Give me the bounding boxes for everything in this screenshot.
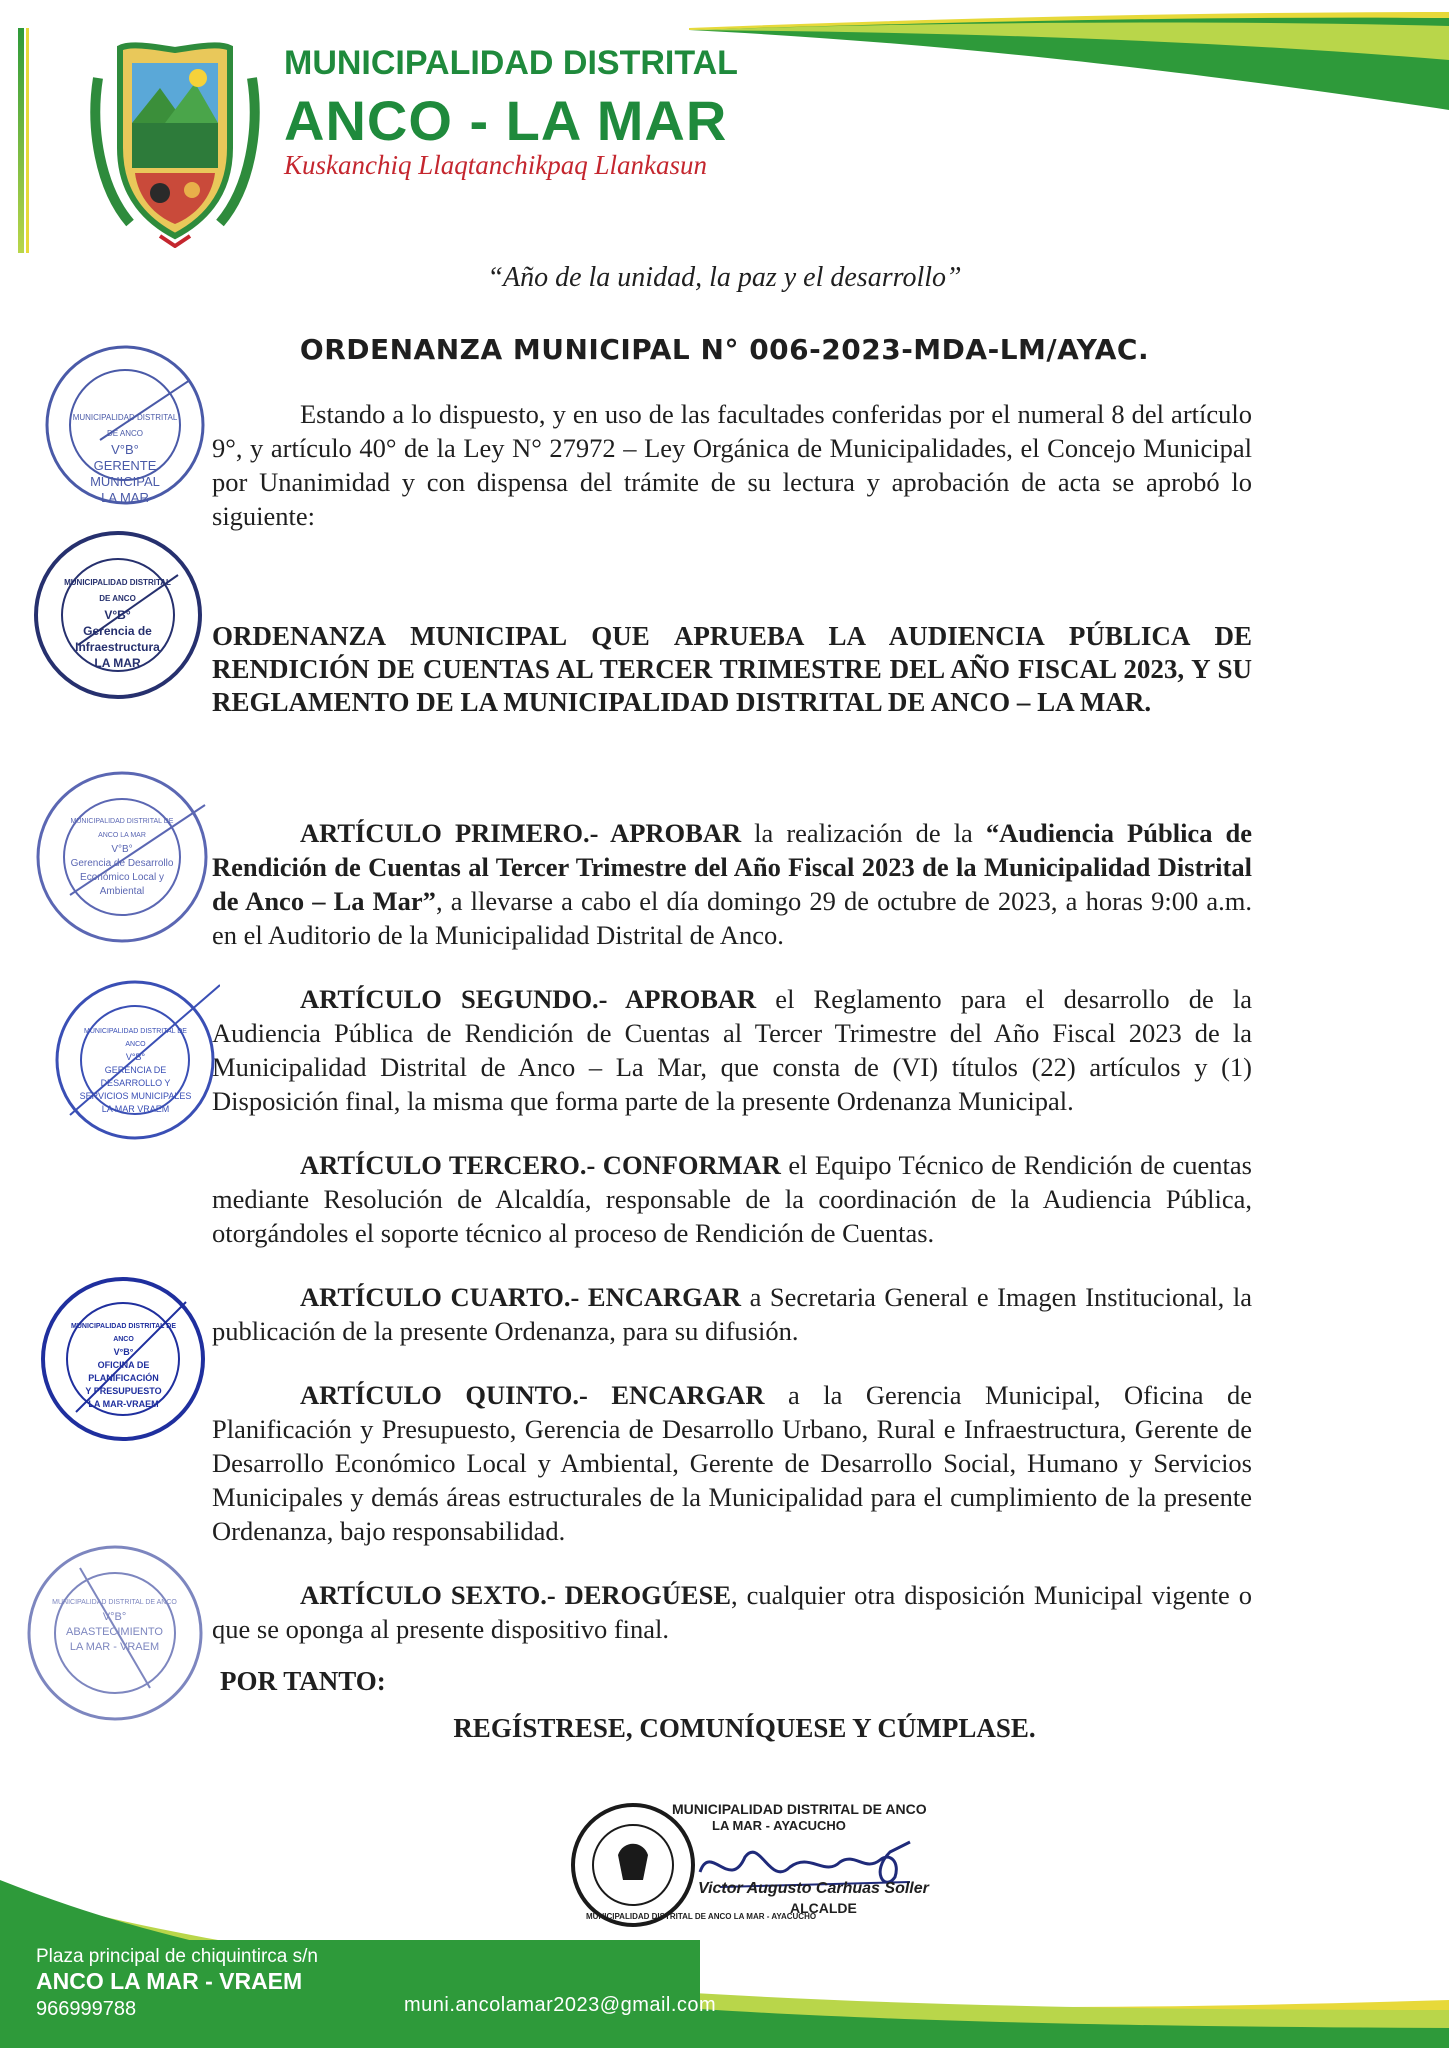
- stamp-3-top: MUNICIPALIDAD DISTRITAL DE ANCO LA MAR: [70, 818, 174, 839]
- article-1-text-b: , a llevarse a cabo el día domingo 29 de octubre de 2023, a horas 9:00 a.m. en el Auditorio de la Municipalidad Distrital de Anco.: [212, 886, 1252, 950]
- stamp-5-mid3: Y PRESUPUESTO: [85, 1386, 162, 1396]
- brand-tagline: Kuskanchiq Llaqtanchikpaq Llankasun: [284, 150, 707, 180]
- stamp-2-vobo: V°B°: [104, 608, 131, 622]
- article-1-label: ARTÍCULO PRIMERO.- APROBAR: [300, 818, 742, 848]
- stamp-6-text: [52, 1595, 177, 1655]
- mayor-seal-text: MUNICIPALIDAD DISTRITAL DE ANCO LA MAR - AYACUCHO: [586, 1912, 817, 1921]
- stamp-3-mid2: Gerencia de Desarrollo: [70, 858, 174, 869]
- article-6-text: , cualquier otra disposición Municipal vigente o que se oponga al presente dispositivo final.: [212, 1580, 1252, 1644]
- article-2-text: el Reglamento para el desarrollo de la Audiencia Pública de Rendición de Cuentas al Tercer Trimestre del Año Fiscal 2023 de la Municipalidad Distrital de Anco – La Mar, que consta de (VI) títulos (22) artículos y (1) Disposición final, la misma que forma parte de la presente Ordenanza Municipal.: [212, 984, 1252, 1116]
- document-title: ORDENANZA MUNICIPAL N° 006-2023-MDA-LM/AYAC.: [299, 333, 1150, 366]
- article-2-label: ARTÍCULO SEGUNDO.- APROBAR: [300, 984, 757, 1014]
- article-4-text: a Secretaria General e Imagen Institucional, la publicación de la presente Ordenanza, para su difusión.: [212, 1282, 1252, 1346]
- article-1-text-a: la realización de la: [741, 818, 986, 848]
- stamp-6-bottom: LA MAR - VRAEM: [69, 1641, 160, 1653]
- article-2: [212, 982, 1252, 1118]
- article-6: [212, 1578, 1252, 1646]
- signature-location: LA MAR - AYACUCHO: [712, 1818, 846, 1833]
- footer-place: ANCO LA MAR - VRAEM: [36, 1968, 303, 1994]
- article-3: [212, 1148, 1252, 1250]
- stamp-4-bottom: LA MAR VRAEM: [101, 1104, 170, 1114]
- mayor-seal: [568, 1800, 698, 1930]
- signature-name: Victor Augusto Carhuas Soller: [698, 1880, 929, 1897]
- stamp-3-text: [62, 815, 182, 899]
- intro-paragraph: Estando a lo dispuesto, y en uso de las facultades conferidas por el numeral 8 del artículo 9°, y artículo 40° de la Ley N° 27972 – Ley Orgánica de Municipalidades, el Concejo Municipal por Unanimidad y con dispensa del trámite de su lectura y aprobación de acta se aprobó lo siguiente:: [212, 399, 1252, 531]
- stamp-4-top: MUNICIPALIDAD DISTRITAL DE ANCO: [84, 1028, 187, 1048]
- stamp-5-text: [66, 1320, 181, 1411]
- stamp-2-top: MUNICIPALIDAD DISTRITAL DE ANCO: [64, 578, 171, 603]
- stamp-2-bottom: LA MAR: [94, 656, 141, 670]
- article-4: [212, 1280, 1252, 1348]
- stamp-4-text: [78, 1025, 193, 1116]
- footer-address: Plaza principal de chiquintirca s/n: [36, 1946, 318, 1967]
- stamp-2-text: [60, 575, 175, 671]
- stamp-2-mid3: Infraestructura: [75, 640, 160, 654]
- closing-formula: REGÍSTRESE, COMUNÍQUESE Y CÚMPLASE.: [453, 1713, 1036, 1743]
- article-1-bold: “Audiencia Pública de Rendición de Cuentas al Tercer Trimestre del Año Fiscal 2023 de la Municipalidad Distrital de Anco – La Mar”: [212, 818, 1253, 916]
- municipal-crest-logo: [90, 38, 260, 248]
- stamp-5-vobo: V°B°: [113, 1347, 134, 1357]
- brand-line2: ANCO - LA MAR: [284, 89, 728, 152]
- stamp-1-mid2: GERENTE: [93, 458, 157, 473]
- year-motto: “Año de la unidad, la paz y el desarrollo”: [487, 262, 962, 293]
- article-5-text: a la Gerencia Municipal, Oficina de Planificación y Presupuesto, Gerencia de Desarrollo Urbano, Rural e Infraestructura, Gerente de Desarrollo Económico Local y Ambiental, Gerente de Desarrollo Social, Humano y Servicios Municipales y demás áreas estructurales de la Municipalidad para el cumplimiento de la presente Ordenanza, bajo responsabilidad.: [212, 1380, 1252, 1546]
- stamp-4-mid3: SERVICIOS MUNICIPALES: [79, 1091, 192, 1101]
- stamp-6-vobo: V°B°: [102, 1611, 127, 1623]
- stamp-6-top: MUNICIPALIDAD DISTRITAL DE ANCO: [52, 1599, 177, 1606]
- signature-institution: MUNICIPALIDAD DISTRITAL DE ANCO: [672, 1801, 927, 1817]
- stamp-3-mid3: Económico Local y Ambiental: [80, 872, 164, 897]
- stamp-5-top: MUNICIPALIDAD DISTRITAL DE ANCO: [71, 1323, 176, 1343]
- stamp-4-vobo: V°B°: [125, 1052, 146, 1062]
- footer-email: muni.ancolamar2023@gmail.com: [404, 1994, 717, 2016]
- footer-phone: 966999788: [36, 1998, 137, 2020]
- header-left-bar: [18, 28, 24, 253]
- stamp-4-mid2: GERENCIA DE DESARROLLO Y: [100, 1065, 171, 1088]
- stamp-5-bottom: LA MAR-VRAEM: [88, 1399, 159, 1409]
- stamp-6-mid2: ABASTECIMIENTO: [66, 1626, 163, 1638]
- stamp-1-vobo: V°B°: [111, 442, 139, 457]
- ordinance-heading: ORDENANZA MUNICIPAL QUE APRUEBA LA AUDIENCIA PÚBLICA DE RENDICIÓN DE CUENTAS AL TERCER TRIMESTRE DEL AÑO FISCAL 2023, Y SU REGLAMENTO DE LA MUNICIPALIDAD DISTRITAL DE ANCO – LA MAR.: [212, 621, 1252, 717]
- article-3-label: ARTÍCULO TERCERO.- CONFORMAR: [300, 1150, 781, 1180]
- brand-line1: MUNICIPALIDAD DISTRITAL: [284, 44, 738, 82]
- stamp-1-text: [70, 410, 180, 506]
- signature-role: ALCALDE: [790, 1900, 857, 1916]
- article-1: [212, 816, 1252, 952]
- article-4-label: ARTÍCULO CUARTO.- ENCARGAR: [300, 1282, 742, 1312]
- article-5: [212, 1378, 1252, 1548]
- stamp-1-mid3: MUNICIPAL: [90, 474, 160, 489]
- stamp-1-top: MUNICIPALIDAD DISTRITAL DE ANCO: [72, 413, 178, 438]
- article-3-text: el Equipo Técnico de Rendición de cuentas mediante Resolución de Alcaldía, responsable de la coordinación de la Audiencia Pública, otorgándoles el soporte técnico al proceso de Rendición de Cuentas.: [212, 1150, 1252, 1248]
- article-5-label: ARTÍCULO QUINTO.- ENCARGAR: [300, 1380, 765, 1410]
- por-tanto: POR TANTO:: [220, 1666, 386, 1696]
- stamp-1-bottom: LA MAR: [101, 490, 149, 505]
- stamp-5-mid2: OFICINA DE PLANIFICACIÓN: [88, 1360, 159, 1383]
- header-left-bar-accent: [26, 28, 29, 253]
- stamp-3-vobo: V°B°: [111, 844, 133, 855]
- article-6-label: ARTÍCULO SEXTO.- DEROGÚESE: [300, 1580, 731, 1610]
- header-swoosh: [689, 0, 1449, 110]
- stamp-2-mid2: Gerencia de: [83, 624, 152, 638]
